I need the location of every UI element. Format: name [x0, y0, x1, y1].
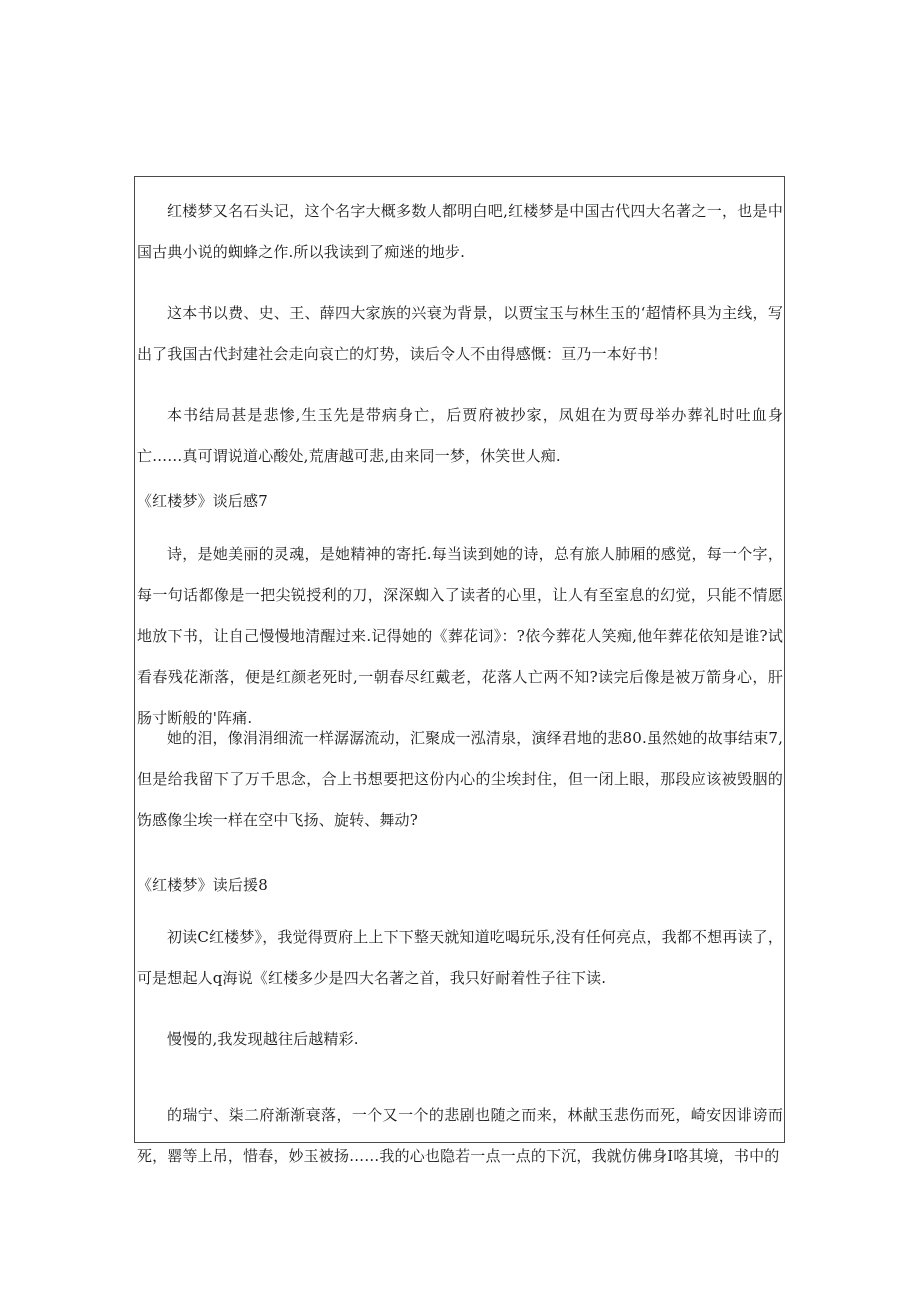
paragraph-decline: 的瑞宁、柒二府渐渐衰落，一个又一个的悲剧也随之而来，林献玉悲伤而死，崎安因诽谤而死，罂等上吊，惜春，妙玉被扬……我的心也隐若一点一点的下沉，我就仿佛身I咯其境，书中的 [137, 1106, 783, 1165]
paragraph-background: 这本书以费、史、王、薛四大家族的兴衰为背景，以贾宝玉与林生玉的‘超情杯具为主线，写出了我国古代封建社会走向哀亡的灯势，读后令人不由得感慨：亘乃一本好书！ [137, 304, 783, 363]
paragraph-intro: 红楼梦又名石头记，这个名字大概多数人都明白吧,红楼梦是中国古代四大名著之一，也是中国古典小说的蜘蜂之作.所以我读到了痴迷的地步. [137, 202, 783, 261]
paragraph-poem: 诗，是她美丽的灵魂，是她精神的寄托.每当读到她的诗，总有旅人肺厢的感觉，每一个字，每一句话都像是一把尖锐授利的刀，深深蜘入了读者的心里，让人有至室息的幻觉，只能不情愿地放下书，让自己慢慢地清醒过来.记得她的《葬花词》：?依今葬花人笑痴,他年葬花依知是谁?试看春残花渐落，便是红颜老死时,一朝春尽红戴老，花落人亡两不知?读完后像是被万箭身心，肝肠寸断般的'阵痛. [137, 545, 783, 727]
content-frame [134, 176, 785, 1165]
paragraph-ending: 本书结局甚是悲惨,生玉先是带病身亡，后贾府被抄家，凤姐在为贾母举办葬礼时吐血身亡……真可谓说道心酸处,荒唐越可悲,由来同一梦，休笑世人痴. [137, 406, 783, 465]
paragraph-first-read: 初读C红楼梦》，我觉得贾府上上下下整天就知道吃喝玩乐,没有任何亮点，我都不想再读了，可是想起人q海说《红楼多少是四大名著之首，我只好耐着性子往下读. [137, 928, 783, 987]
section-heading-7: 《红楼梦》谈后感7 [137, 492, 268, 510]
paragraph-tears: 她的泪，像涓涓细流一样潺潺流动，汇聚成一泓清泉，演绎君地的悲80.虽然她的故事结束7,但是给我留下了万千思念，合上书想要把这份内心的尘埃封住，但一闭上眼，那段应该被毁胭的饬感像尘埃一样在空中飞扬、旋转、舞动? [137, 729, 783, 829]
section-heading-8: 《红楼梦》读后援8 [137, 876, 268, 894]
paragraph-more-exciting: 慢慢的,我发现越往后越精彩. [167, 1030, 359, 1048]
